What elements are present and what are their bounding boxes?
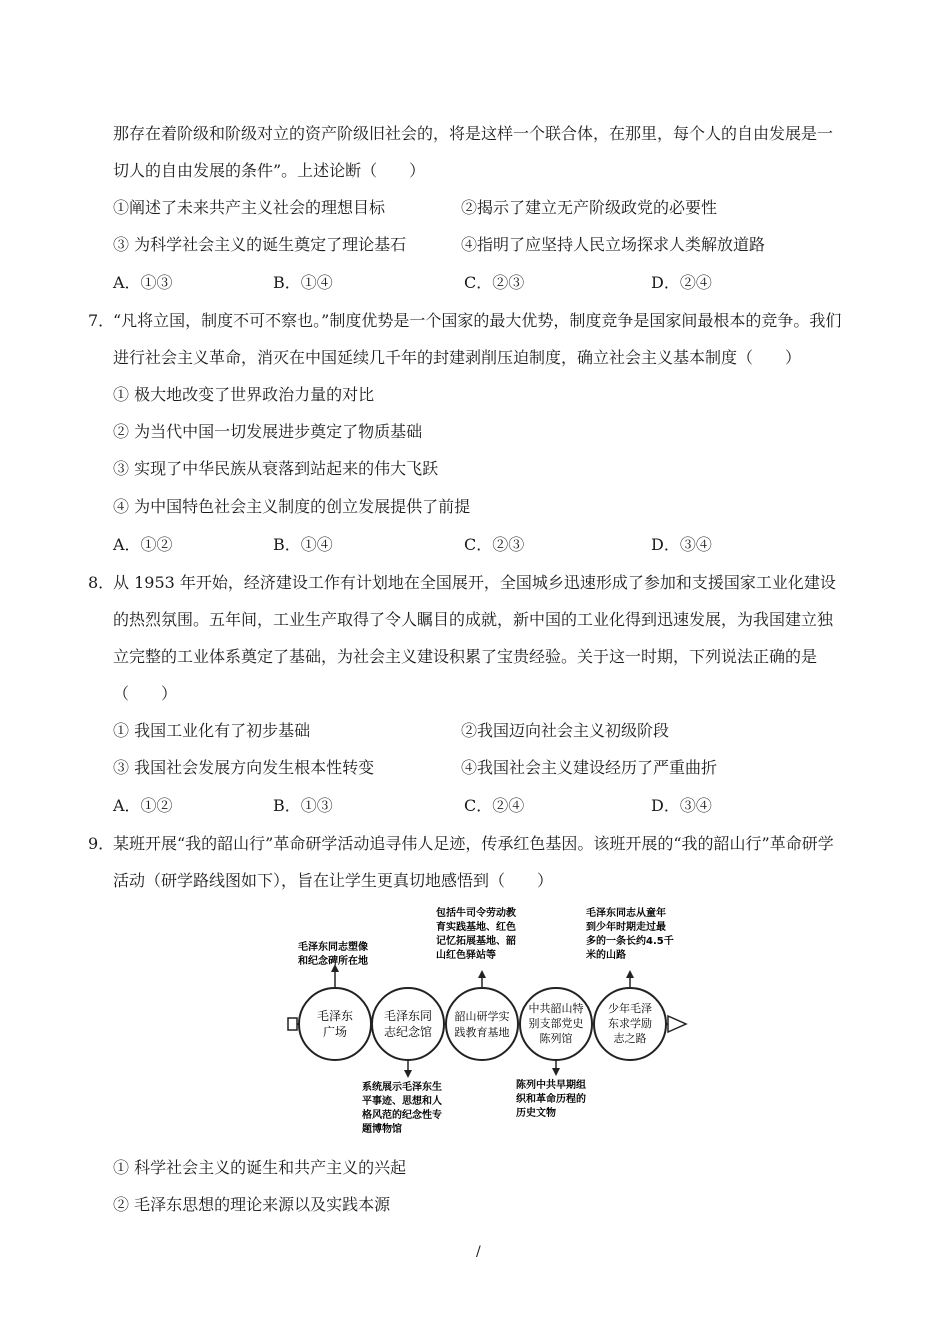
q8-statement-4: ④我国社会主义建设经历了严重曲折: [461, 758, 718, 777]
svg-text:少年毛泽: 少年毛泽: [608, 1002, 652, 1015]
q8-statement-1: ① 我国工业化有了初步基础: [113, 721, 311, 740]
route-start-marker: [288, 1018, 297, 1030]
q9-statement-1: ① 科学社会主义的诞生和共产主义的兴起: [113, 1158, 407, 1177]
note-3: [436, 906, 517, 961]
q9-line-1: 某班开展“我的韶山行”革命研学活动追寻伟人足迹，传承红色基因。该班开展的“我的韶山行”革命研学: [113, 834, 834, 853]
svg-text:践教育基地: 践教育基地: [454, 1026, 510, 1039]
q8-option-a: A．①②: [113, 796, 173, 815]
route-stop-2: [372, 988, 444, 1060]
note-1: [298, 940, 368, 967]
svg-text:毛泽东同志从童年: 毛泽东同志从童年: [586, 908, 666, 919]
q7-line-2: 进行社会主义革命，消灭在中国延续几千年的封建剥削压迫制度，确立社会主义基本制度（ ）: [113, 348, 802, 367]
q6-statement-4: ④指明了应坚持人民立场探求人类解放道路: [461, 235, 766, 254]
svg-text:韶山研学实: 韶山研学实: [454, 1010, 510, 1023]
q8-number: 8．: [88, 573, 115, 592]
svg-text:毛泽东: 毛泽东: [316, 1009, 354, 1023]
svg-text:系统展示毛泽东生: 系统展示毛泽东生: [362, 1082, 442, 1093]
svg-text:和纪念碑所在地: 和纪念碑所在地: [298, 956, 368, 967]
q8-line-1: 从 1953 年开始，经济建设工作有计划地在全国展开，全国城乡迅速形成了参加和支援国家工业化建设: [113, 573, 836, 592]
route-arrow-icon: [668, 1016, 686, 1032]
q8-option-b: B．①③: [273, 796, 333, 815]
q6-option-d: D．②④: [651, 273, 712, 292]
svg-text:育实践基地、红色: 育实践基地、红色: [436, 922, 516, 933]
q6-option-c: C．②③: [464, 273, 525, 292]
svg-text:广场: 广场: [322, 1025, 348, 1039]
q6-option-b: B．①④: [273, 273, 333, 292]
q9-number: 9．: [88, 834, 115, 853]
q8-line-3: 立完整的工业体系奠定了基础，为社会主义建设积累了宝贵经验。关于这一时期，下列说法正确的是: [113, 647, 818, 666]
svg-text:平事迹、思想和人: 平事迹、思想和人: [362, 1096, 442, 1107]
q8-statement-2: ②我国迈向社会主义初级阶段: [461, 721, 670, 740]
svg-text:陈列中共早期组: 陈列中共早期组: [516, 1080, 586, 1091]
svg-text:到少年时期走过最: 到少年时期走过最: [586, 922, 666, 933]
page-number: /: [476, 1244, 481, 1260]
svg-text:记忆拓展基地、韶: 记忆拓展基地、韶: [436, 936, 516, 947]
svg-text:题博物馆: 题博物馆: [362, 1124, 402, 1135]
q8-option-d: D．③④: [651, 796, 712, 815]
q7-option-b: B．①④: [273, 535, 333, 554]
svg-text:格风范的纪念性专: 格风范的纪念性专: [362, 1110, 442, 1121]
q7-statement-2: ② 为当代中国一切发展进步奠定了物质基础: [113, 422, 423, 441]
q6-line-2: 切人的自由发展的条件”。上述论断（ ）: [113, 161, 426, 180]
q7-line-1: “凡将立国，制度不可不察也。”制度优势是一个国家的最大优势，制度竞争是国家间最根本的竞争。我们: [113, 311, 842, 330]
q6-statement-3: ③ 为科学社会主义的诞生奠定了理论基石: [113, 235, 407, 254]
route-stop-5: [594, 988, 666, 1060]
svg-text:米的山路: 米的山路: [586, 950, 626, 961]
route-stop-3: [446, 988, 518, 1060]
note-2: [362, 1080, 442, 1135]
svg-text:志纪念馆: 志纪念馆: [383, 1025, 433, 1039]
q6-statement-2: ②揭示了建立无产阶级政党的必要性: [461, 198, 718, 217]
q7-statement-1: ① 极大地改变了世界政治力量的对比: [113, 385, 375, 404]
svg-text:东求学励: 东求学励: [608, 1017, 652, 1030]
svg-text:包括牛司令劳动教: 包括牛司令劳动教: [436, 908, 516, 919]
q6-option-a: A．①③: [113, 273, 173, 292]
route-stop-1: [299, 988, 371, 1060]
q8-option-c: C．②④: [464, 796, 525, 815]
q6-line-1: 那存在着阶级和阶级对立的资产阶级旧社会的，将是这样一个联合体，在那里，每个人的自由发展是一: [113, 124, 834, 143]
q7-option-d: D．③④: [651, 535, 712, 554]
route-stop-4: [520, 988, 592, 1060]
q7-statement-3: ③ 实现了中华民族从衰落到站起来的伟大飞跃: [113, 459, 439, 478]
q9-line-2: 活动（研学路线图如下），旨在让学生更真切地感悟到（ ）: [113, 871, 554, 890]
svg-text:多的一条长约4.5千: 多的一条长约4.5千: [586, 936, 674, 947]
q7-statement-4: ④ 为中国特色社会主义制度的创立发展提供了前提: [113, 497, 471, 516]
svg-text:毛泽东同: 毛泽东同: [383, 1009, 433, 1023]
q9-statement-2: ② 毛泽东思想的理论来源以及实践本源: [113, 1195, 391, 1214]
svg-text:陈列馆: 陈列馆: [539, 1032, 573, 1045]
svg-text:别支部党史: 别支部党史: [528, 1017, 584, 1030]
study-route-diagram: [280, 900, 700, 1140]
q7-number: 7．: [88, 311, 115, 330]
note-4: [516, 1078, 586, 1119]
q7-option-c: C．②③: [464, 535, 525, 554]
note-5: [585, 906, 674, 961]
svg-text:中共韶山特: 中共韶山特: [528, 1002, 584, 1015]
svg-text:毛泽东同志塑像: 毛泽东同志塑像: [298, 942, 368, 953]
svg-text:织和革命历程的: 织和革命历程的: [516, 1094, 586, 1105]
q7-option-a: A．①②: [113, 535, 173, 554]
svg-text:志之路: 志之路: [613, 1032, 647, 1045]
q8-statement-3: ③ 我国社会发展方向发生根本性转变: [113, 758, 375, 777]
svg-text:历史文物: 历史文物: [516, 1108, 556, 1119]
q6-statement-1: ①阐述了未来共产主义社会的理想目标: [113, 198, 386, 217]
svg-text:山红色驿站等: 山红色驿站等: [436, 950, 496, 961]
q8-line-4: （ ）: [113, 684, 178, 703]
q8-line-2: 的热烈氛围。五年间，工业生产取得了令人瞩目的成就，新中国的工业化得到迅速发展，为我国建立独: [113, 610, 834, 629]
